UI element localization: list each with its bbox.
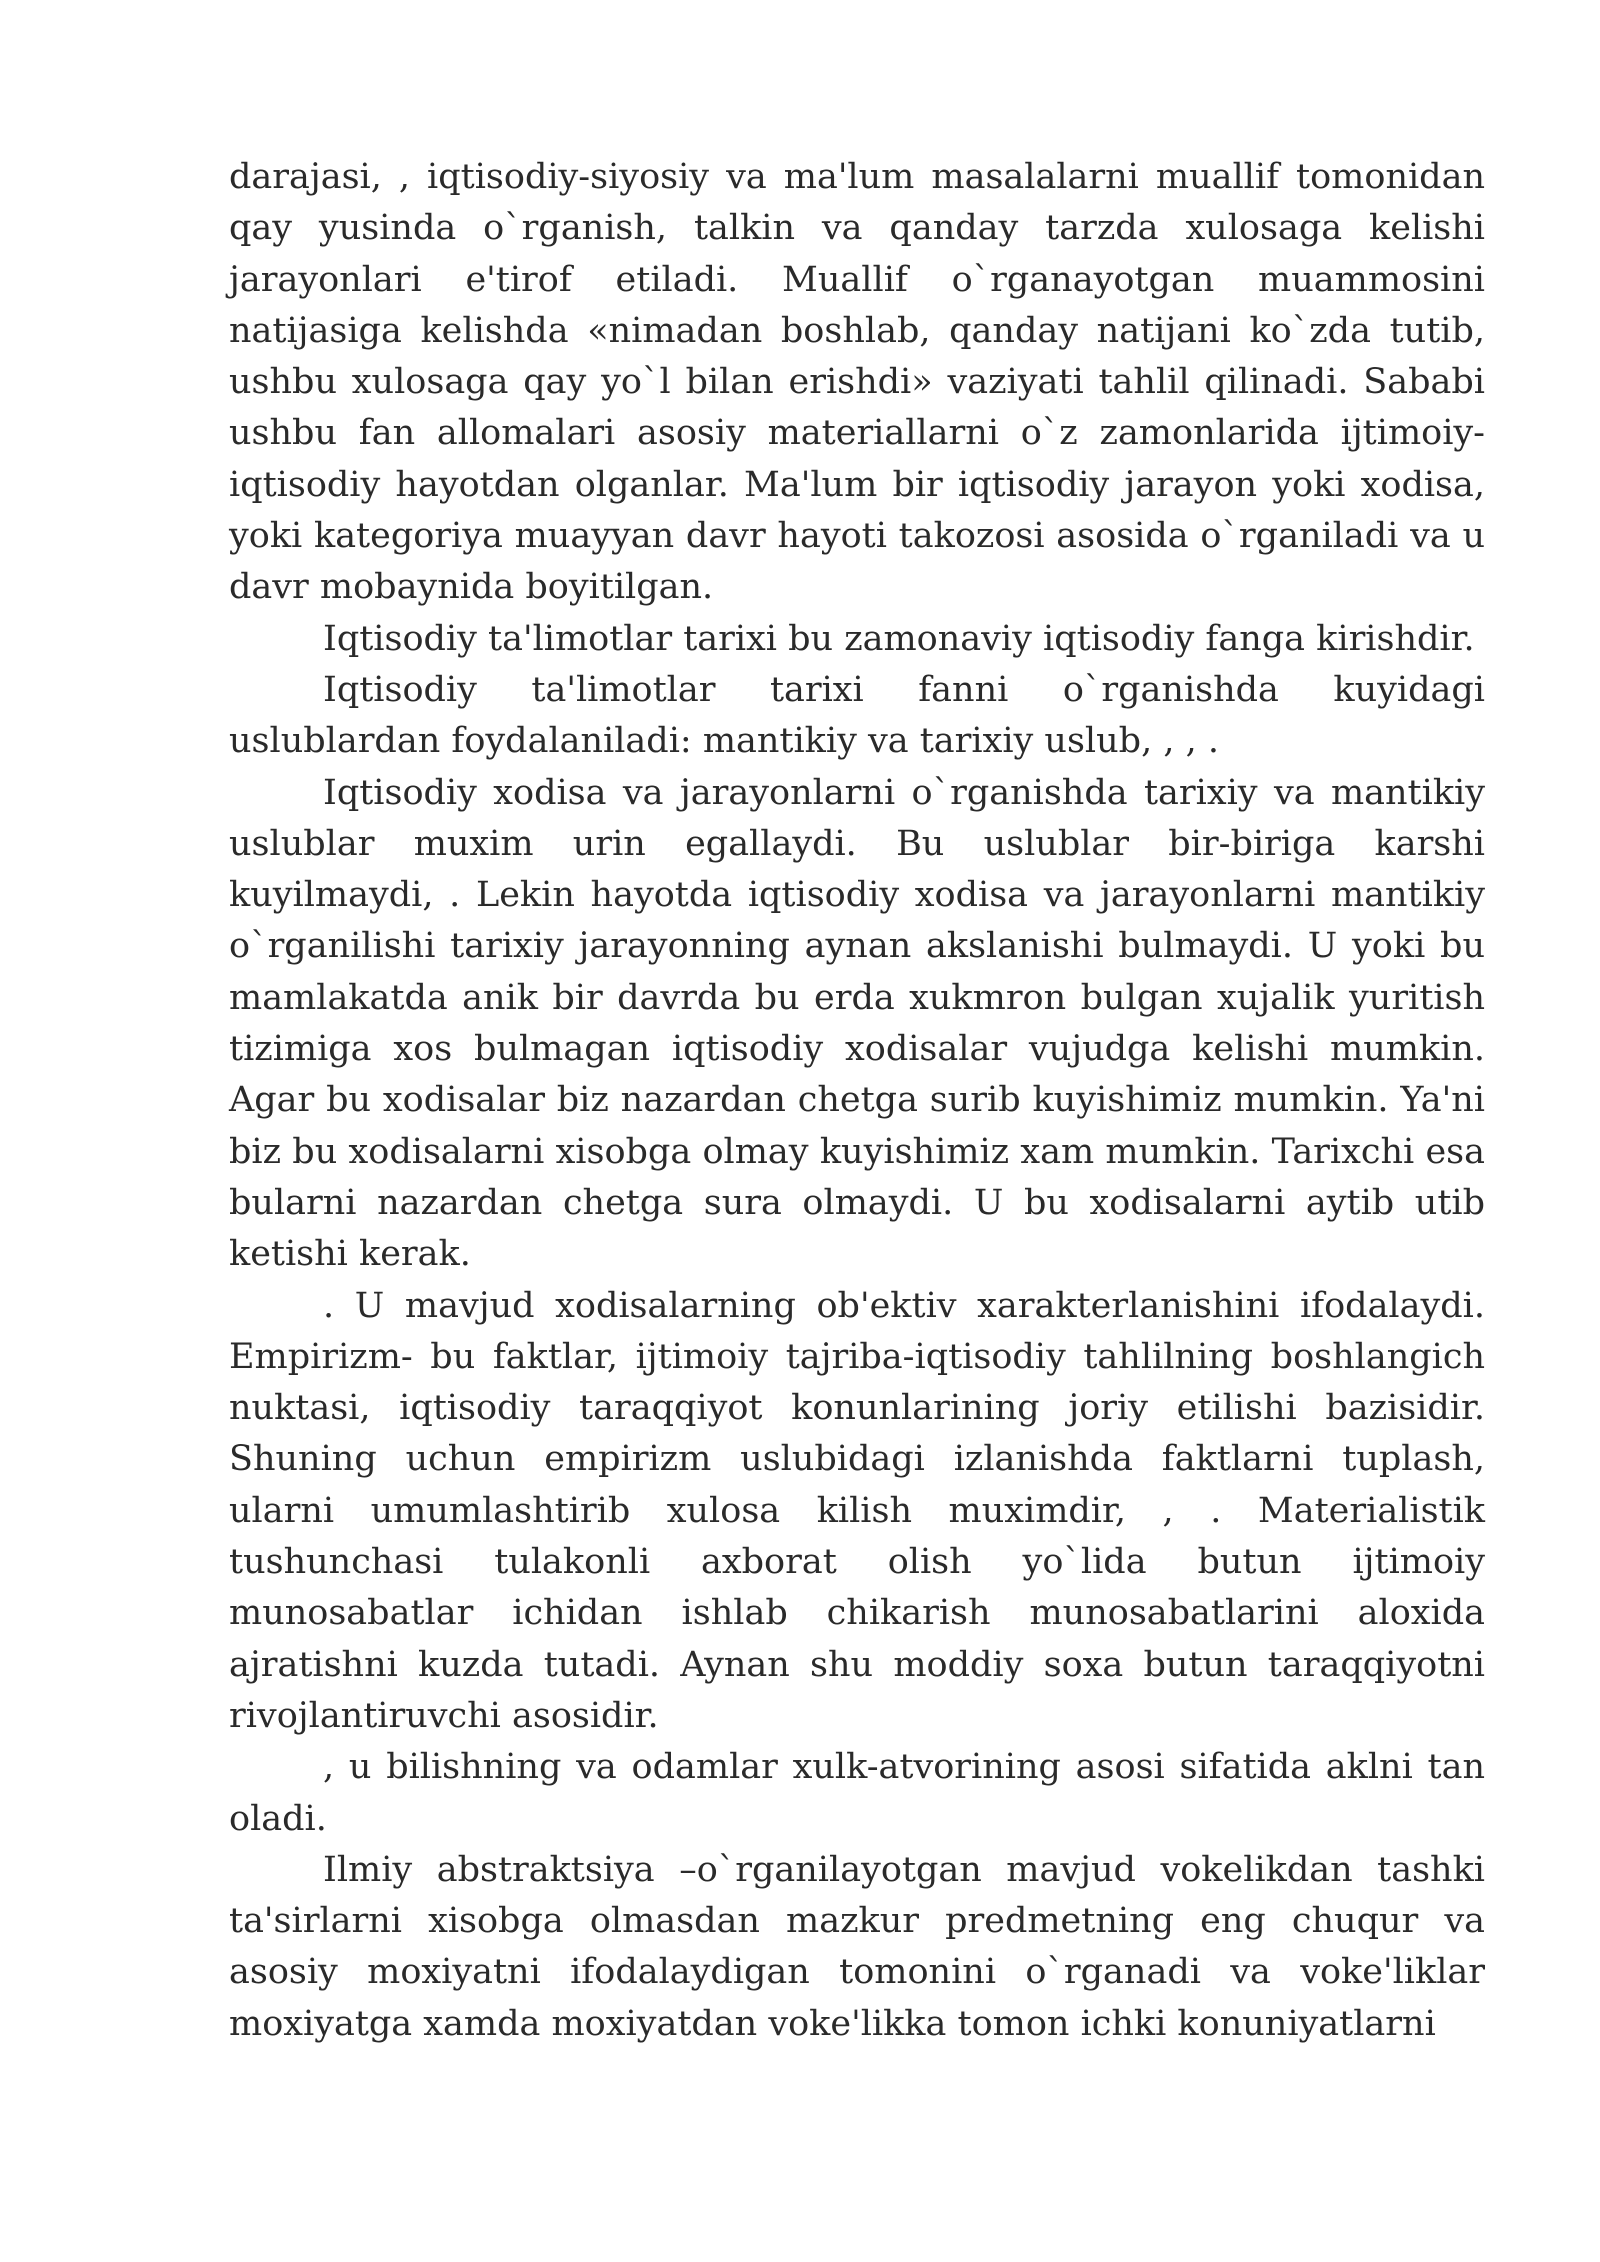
- document-page: [229, 152, 1485, 2050]
- paragraph-4: Iqtisodiy xodisa va jarayonlarni o`rganishda tarixiy va mantikiy uslublar muxim urin egallaydi. Bu uslublar bir-biriga karshi kuyilmaydi, . Lekin hayotda iqtisodiy xodisa va jarayonlarni mantikiy o`rganilishi tarixiy jarayonning aynan akslanishi bulmaydi. U yoki bu mamlakatda anik bir davrda bu erda xukmron bulgan xujalik yuritish tizimiga xos bulmagan iqtisodiy xodisalar vujudga kelishi mumkin. Agar bu xodisalar biz nazardan chetga surib kuyishimiz mumkin. Ya'ni biz bu xodisalarni xisobga olmay kuyishimiz xam mumkin. Tarixchi esa bularni nazardan chetga sura olmaydi. U bu xodisalarni aytib utib ketishi kerak.: [229, 772, 1485, 1275]
- paragraph-3: Iqtisodiy ta'limotlar tarixi fanni o`rganishda kuyidagi uslublardan foydalaniladi: mantikiy va tarixiy uslub, , , .: [229, 669, 1485, 762]
- paragraph-7: Ilmiy abstraktsiya –o`rganilayotgan mavjud vokelikdan tashki ta'sirlarni xisobga olmasdan mazkur predmetning eng chuqur va asosiy moxiyatni ifodalaydigan tomonini o`rganadi va voke'liklar moxiyatga xamda moxiyatdan voke'likka tomon ichki konuniyatlarni: [229, 1849, 1485, 2044]
- paragraph-6: , u bilishning va odamlar xulk-atvorining asosi sifatida aklni tan oladi.: [229, 1747, 1485, 1839]
- paragraph-5: . U mavjud xodisalarning ob'ektiv xarakterlanishini ifodalaydi. Empirizm- bu faktlar, ijtimoiy tajriba-iqtisodiy tahlilning boshlangich nuktasi, iqtisodiy taraqqiyot konunlarining joriy etilishi bazisidir. Shuning uchun empirizm uslubidagi izlanishda faktlarni tuplash, ularni umumlashtirib xulosa kilish muximdir, , . Materialistik tushunchasi tulakonli axborat olish yo`lida butun ijtimoiy munosabatlar ichidan ishlab chikarish munosabatlarini aloxida ajratishni kuzda tutadi. Aynan shu moddiy soxa butun taraqqiyotni rivojlantiruvchi asosidir.: [229, 1285, 1485, 1736]
- paragraph-1: darajasi, , iqtisodiy-siyosiy va ma'lum masalalarni muallif tomonidan qay yusinda o`rganish, talkin va qanday tarzda xulosaga kelishi jarayonlari e'tirof etiladi. Muallif o`rganayotgan muammosini natijasiga kelishda «nimadan boshlab, qanday natijani ko`zda tutib, ushbu xulosaga qay yo`l bilan erishdi» vaziyati tahlil qilinadi. Sababi ushbu fan allomalari asosiy materiallarni o`z zamonlarida ijtimoiy-iqtisodiy hayotdan olganlar. Ma'lum bir iqtisodiy jarayon yoki xodisa, yoki kategoriya muayyan davr hayoti takozosi asosida o`rganiladi va u davr mobaynida boyitilgan.: [229, 157, 1485, 608]
- paragraph-2: Iqtisodiy ta'limotlar tarixi bu zamonaviy iqtisodiy fanga kirishdir.: [323, 618, 1475, 659]
